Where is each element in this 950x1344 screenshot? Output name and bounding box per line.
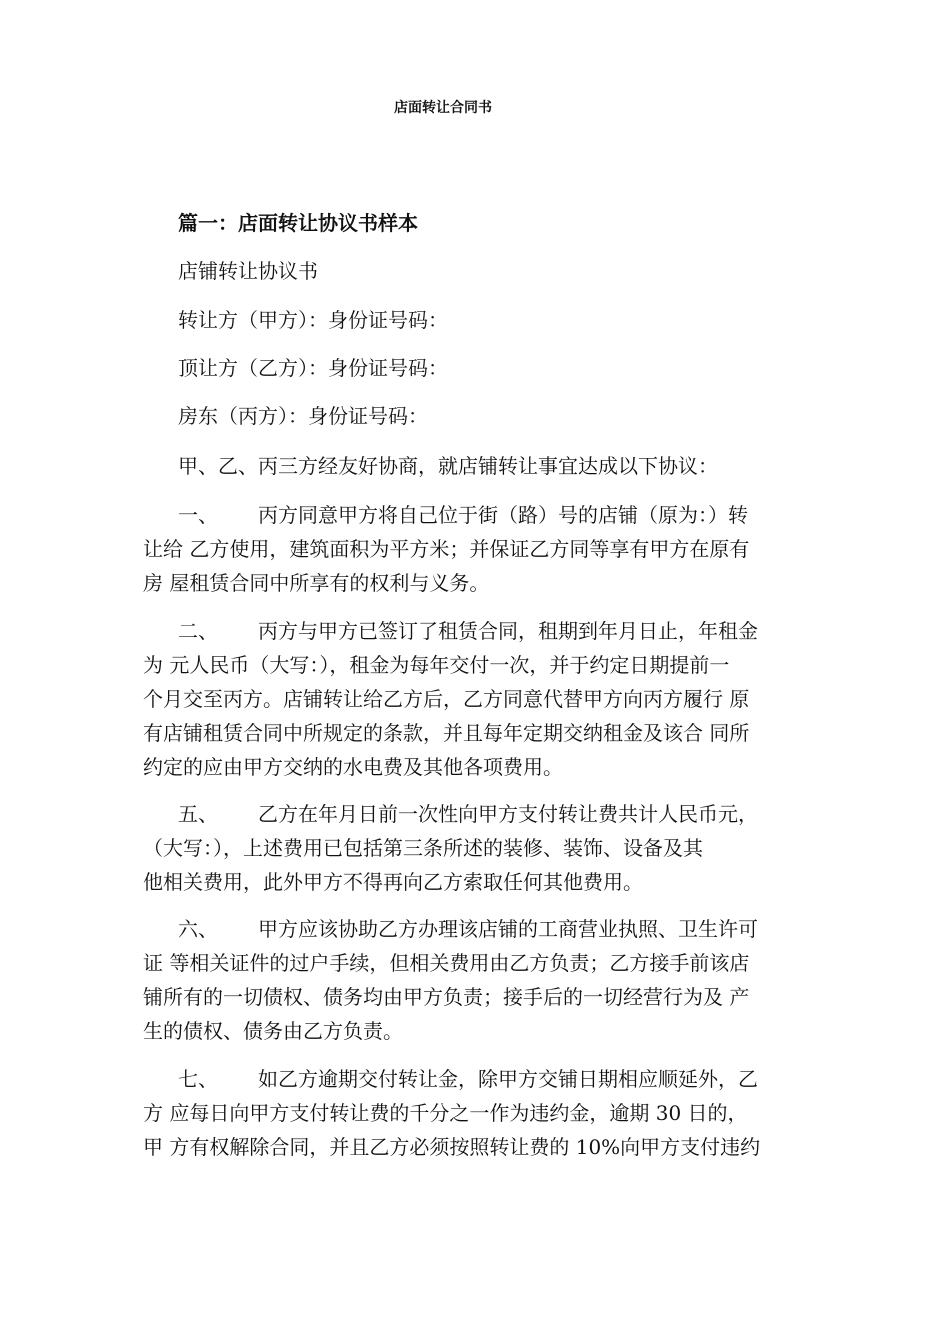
clause-line: 方 应每日向甲方支付转让费的千分之一作为违约金，逾期 30 日的，: [143, 1101, 748, 1125]
party-b: 顶让方（乙方）：身份证号码：: [178, 356, 448, 380]
clause-line: 为 元人民币（大写：），租金为每年交付一次，并于约定日期提前一: [143, 653, 730, 677]
clause-line: 他相关费用，此外甲方不得再向乙方索取任何其他费用。: [143, 870, 643, 894]
clause-line: 乙方在年月日前一次性向甲方支付转让费共计人民币元，: [258, 802, 758, 826]
clause-line: 生的债权、债务由乙方负责。: [143, 1019, 403, 1043]
clause-line: 甲方应该协助乙方办理该店铺的工商营业执照、卫生许可: [258, 917, 758, 941]
clause-number: 一、: [178, 503, 218, 527]
clause-number: 五、: [178, 802, 218, 826]
clause-line: 约定的应由甲方交纳的水电费及其他各项费用。: [143, 755, 563, 779]
clause-line: 个月交至丙方。店铺转让给乙方后，乙方同意代替甲方向丙方履行 原: [143, 687, 750, 711]
clause-number: 六、: [178, 917, 218, 941]
clause-line: 房 屋租赁合同中所享有的权利与义务。: [143, 571, 490, 595]
clause-line: 甲 方有权解除合同，并且乙方必须按照转让费的 10%向甲方支付违约: [143, 1135, 761, 1159]
page-title: 店面转让合同书: [394, 100, 492, 116]
party-a: 转让方（甲方）：身份证号码：: [178, 308, 448, 332]
clause: [143, 912, 833, 1048]
party-c: 房东（丙方）：身份证号码：: [178, 404, 428, 428]
intro-text: 甲、乙、丙三方经友好协商，就店铺转让事宜达成以下协议：: [178, 454, 718, 478]
clause-number: 二、: [178, 619, 218, 643]
clause-line: 有店铺租赁合同中所规定的条款，并且每年定期交纳租金及该合 同所: [143, 721, 750, 745]
clause: [143, 498, 833, 600]
clause-line: 证 等相关证件的过户手续，但相关费用由乙方负责；乙方接手前该店: [143, 951, 750, 975]
clause-line: 铺所有的一切债权、债务均由甲方负责；接手后的一切经营行为及 产: [143, 985, 750, 1009]
clause-line: 丙方同意甲方将自己位于街（路）号的店铺（原为：）转: [258, 503, 748, 527]
clause-number: 七、: [178, 1067, 218, 1091]
clause-line: 丙方与甲方已签订了租赁合同，租期到年月日止，年租金: [258, 619, 758, 643]
clause-line: 让给 乙方使用，建筑面积为平方米；并保证乙方同等享有甲方在原有: [143, 537, 750, 561]
section-heading: 篇一：店面转让协议书样本: [178, 211, 418, 235]
clause: [143, 797, 833, 899]
clause: [143, 614, 833, 784]
clause: [143, 1062, 833, 1164]
subtitle: 店铺转让协议书: [178, 259, 318, 283]
clause-line: 如乙方逾期交付转让金，除甲方交铺日期相应顺延外，乙: [258, 1067, 758, 1091]
clause-line: （大写：），上述费用已包括第三条所述的装修、装饰、设备及其: [143, 836, 703, 860]
